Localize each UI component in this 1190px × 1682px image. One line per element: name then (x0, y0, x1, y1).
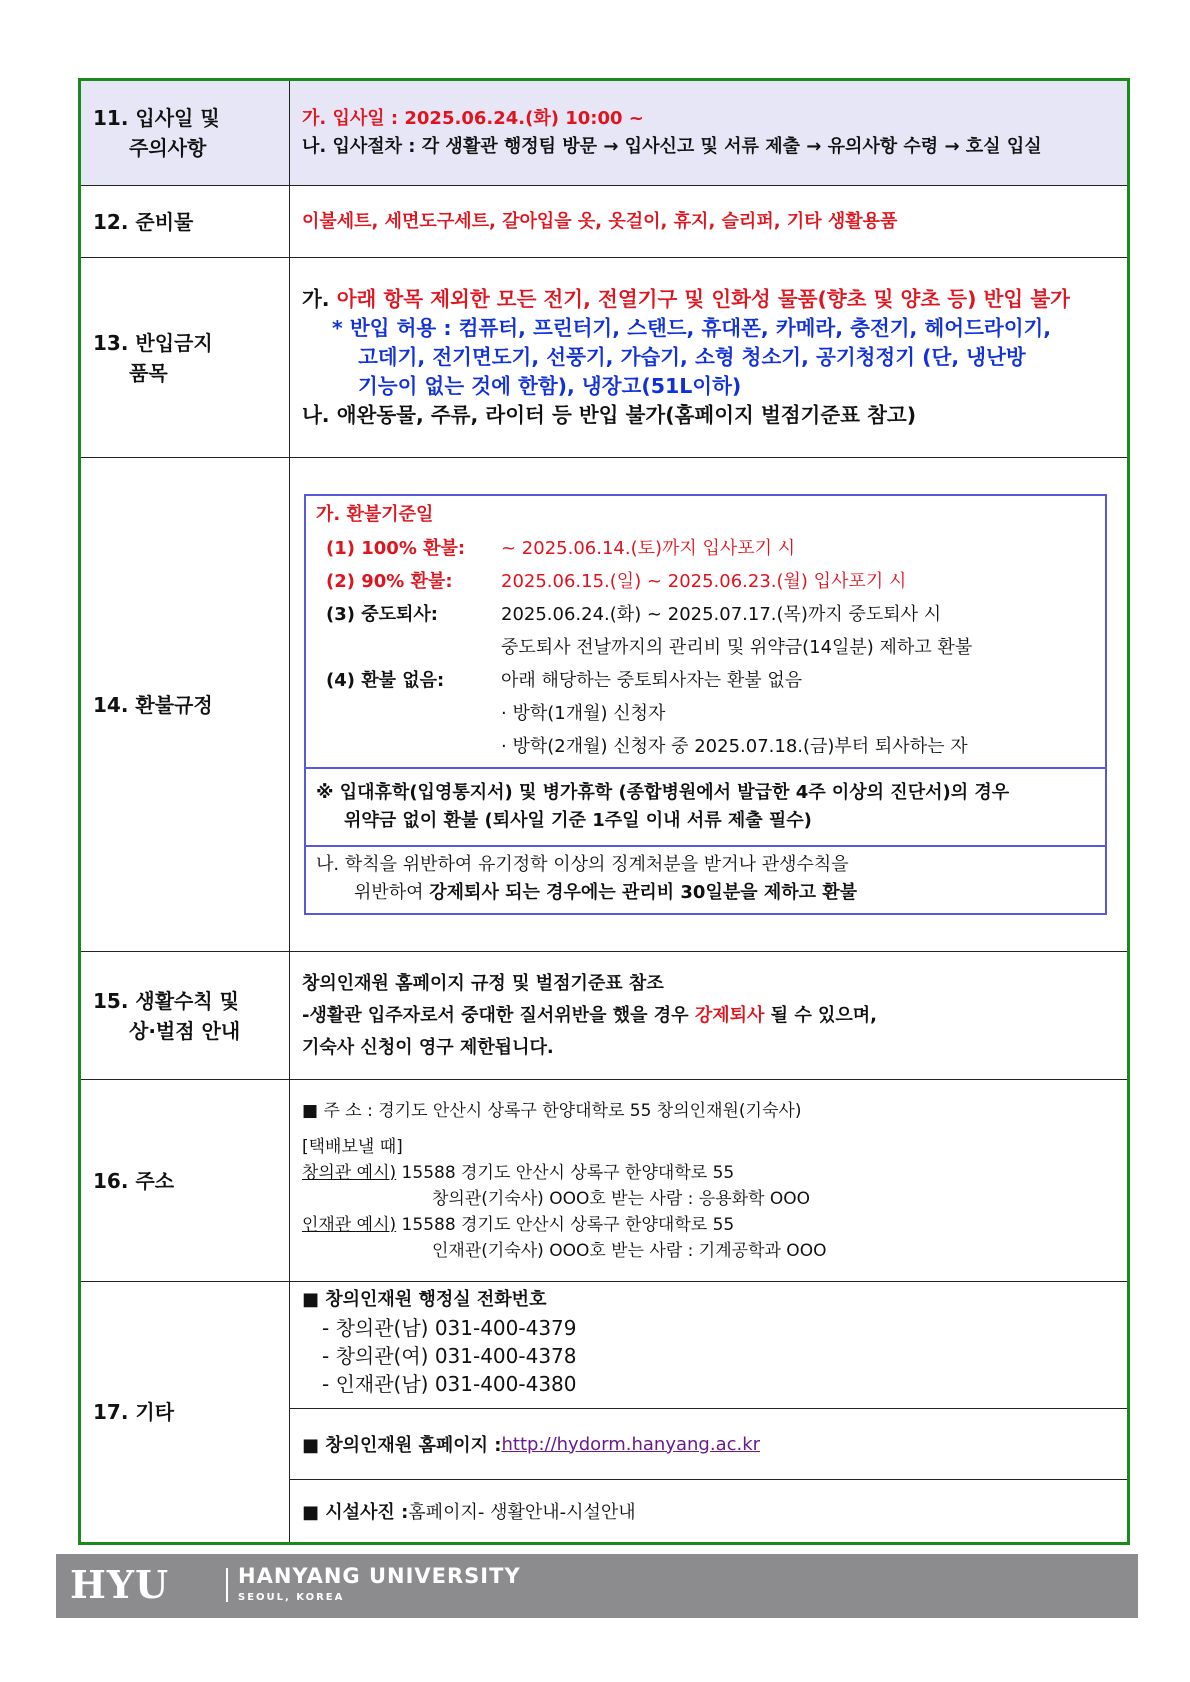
refund-schedule (306, 496, 1105, 767)
courier-title: [택배보낼 때] (302, 1136, 403, 1157)
refund-value: 2025.06.24.(화) ~ 2025.07.17.(목)까지 중도퇴사 시 (501, 604, 942, 625)
refund-note (306, 767, 1105, 845)
row-label: 12. 준비물 (80, 186, 290, 258)
row-label: 14. 환불규정 (80, 458, 290, 952)
example-address: 15588 경기도 안산시 상록구 한양대학로 55 (396, 1162, 735, 1183)
prohibited-items: 아래 항목 제외한 모든 전기, 전열기구 및 인화성 물품(향초 및 양초 등) 반입 불가 (336, 287, 1070, 311)
allowed-line: 기능이 없는 것에 한함), 냉장고(51L이하) (358, 374, 742, 398)
note-line: 위약금 없이 환불 (퇴사일 기준 1주일 이내 서류 제출 필수) (344, 810, 812, 831)
refund-value: 아래 해당하는 중토퇴사자는 환불 없음 (501, 670, 803, 691)
refund-key (316, 631, 501, 664)
refund-key (316, 697, 501, 730)
example-recipient: 창의관(기숙사) OOO호 받는 사람 : 응용화학 OOO (432, 1188, 811, 1209)
example-recipient: 인재관(기숙사) OOO호 받는 사람 : 기계공학과 OOO (432, 1240, 827, 1261)
photos-path: 홈페이지- 생활안내-시설안내 (408, 1502, 636, 1523)
homepage-label: ■ 창의인재원 홈페이지 : (302, 1435, 502, 1456)
photos-section (290, 1479, 1127, 1542)
forced-exit-note (306, 845, 1105, 913)
refund-key: (4) 환불 없음: (326, 670, 445, 691)
logo-divider (226, 1568, 228, 1602)
row-content (290, 458, 1129, 952)
move-in-date: 가. 입사일 : 2025.06.24.(화) 10:00 ~ (302, 108, 644, 129)
forced-emphasis: 강제퇴사 되는 경우에는 관리비 30일분을 제하고 환불 (429, 882, 858, 903)
label-line: 15. 생활수칙 및 (93, 988, 239, 1013)
rules-text: -생활관 입주자로서 중대한 질서위반을 했을 경우 (302, 1004, 695, 1026)
row-label: 16. 주소 (80, 1080, 290, 1282)
phone-line: - 인재관(남) 031-400-4380 (322, 1372, 577, 1396)
refund-title: 가. 환불기준일 (316, 504, 434, 525)
refund-value: · 방학(1개월) 신청자 (501, 703, 666, 724)
photos-label: ■ 시설사진 : (302, 1502, 409, 1523)
move-in-procedure: 나. 입사절차 : 각 생활관 행정팀 방문 → 입사신고 및 서류 제출 → 유의사항 수령 → 호실 입실 (302, 136, 1042, 157)
phone-title: ■ 창의인재원 행정실 전화번호 (302, 1289, 547, 1310)
label-line: 주의사항 (129, 136, 207, 160)
label-line: 13. 반입금지 (93, 330, 213, 355)
row-label (80, 952, 290, 1080)
row-content (290, 1080, 1129, 1282)
homepage-section (290, 1408, 1127, 1479)
allowed-line: 고데기, 전기면도기, 선풍기, 가습기, 소형 청소기, 공기청정기 (단, 냉난방 (358, 345, 1026, 369)
example-label: 인재관 예시) (302, 1214, 397, 1235)
label-line: 품목 (129, 360, 168, 385)
label-line: 상·벌점 안내 (129, 1018, 241, 1043)
rules-line: 창의인재원 홈페이지 규정 및 벌점기준표 참조 (302, 972, 664, 994)
row-content (290, 952, 1129, 1080)
refund-value: 중도퇴사 전날까지의 관리비 및 위약금(14일분) 제하고 환불 (501, 637, 973, 658)
row-prohibited (80, 258, 1129, 458)
rules-line: 기숙사 신청이 영구 제한됩니다. (302, 1036, 554, 1058)
refund-value: 2025.06.15.(일) ~ 2025.06.23.(월) 입사포기 시 (501, 571, 907, 592)
refund-key: (3) 중도퇴사: (326, 604, 438, 625)
row-move-in (80, 80, 1129, 186)
example-line (302, 1212, 1117, 1238)
refund-key: (1) 100% 환불: (326, 538, 466, 559)
footer-bar (56, 1554, 1138, 1618)
example-line (302, 1160, 1117, 1186)
row-label (80, 258, 290, 458)
phone-line: - 창의관(남) 031-400-4379 (322, 1316, 577, 1340)
university-name: HANYANG UNIVERSITY (238, 1564, 521, 1588)
refund-value: · 방학(2개월) 신청자 중 2025.07.18.(금)부터 퇴사하는 자 (501, 736, 968, 757)
hyu-logo: HYU (70, 1562, 170, 1607)
example-address: 15588 경기도 안산시 상록구 한양대학로 55 (396, 1214, 735, 1235)
example-label: 창의관 예시) (302, 1162, 397, 1183)
forced-line: 나. 학칙을 위반하여 유기정학 이상의 징계처분을 받거나 관생수칙을 (316, 854, 849, 875)
row-supplies (80, 186, 1129, 258)
address-line: ■ 주 소 : 경기도 안산시 상록구 한양대학로 55 창의인재원(기숙사) (302, 1100, 802, 1121)
row-label: 17. 기타 (80, 1282, 290, 1544)
note-line: ※ 입대휴학(입영통지서) 및 병가휴학 (종합병원에서 발급한 4주 이상의 진단서)의 경우 (316, 782, 1010, 803)
phone-section (290, 1282, 1127, 1408)
row-content (290, 1282, 1129, 1544)
rules-line (302, 1000, 1117, 1032)
row-etc (80, 1282, 1129, 1544)
row-content (290, 258, 1129, 458)
rules-emphasis: 강제퇴사 (694, 1004, 765, 1026)
row-label (80, 80, 290, 186)
prohibited-ga (302, 285, 1117, 314)
row-refund (80, 458, 1129, 952)
prefix: 가. (302, 287, 337, 311)
row-rules (80, 952, 1129, 1080)
forced-line (316, 879, 1095, 907)
label-line: 11. 입사일 및 (93, 106, 220, 130)
prohibited-na: 나. 애완동물, 주류, 라이터 등 반입 불가(홈페이지 벌점기준표 참고) (302, 403, 917, 427)
supplies-list: 이불세트, 세면도구세트, 갈아입을 옷, 옷걸이, 휴지, 슬리퍼, 기타 생활용품 (290, 186, 1129, 258)
phone-line: - 창의관(여) 031-400-4378 (322, 1344, 577, 1368)
refund-grid (316, 532, 1095, 763)
forced-prefix: 위반하여 (354, 882, 430, 903)
refund-key: (2) 90% 환불: (326, 571, 453, 592)
row-content (290, 80, 1129, 186)
homepage-link[interactable]: http://hydorm.hanyang.ac.kr (501, 1433, 761, 1455)
refund-value: ~ 2025.06.14.(토)까지 입사포기 시 (501, 538, 796, 559)
university-location: SEOUL, KOREA (238, 1592, 345, 1603)
info-table (78, 78, 1130, 1545)
row-address (80, 1080, 1129, 1282)
refund-key (316, 730, 501, 763)
allowed-line: * 반입 허용 : 컴퓨터, 프린터기, 스탠드, 휴대폰, 카메라, 충전기, 헤어드라이기, (332, 316, 1052, 340)
rules-text: 될 수 있으며, (764, 1004, 877, 1026)
refund-box (304, 494, 1107, 915)
